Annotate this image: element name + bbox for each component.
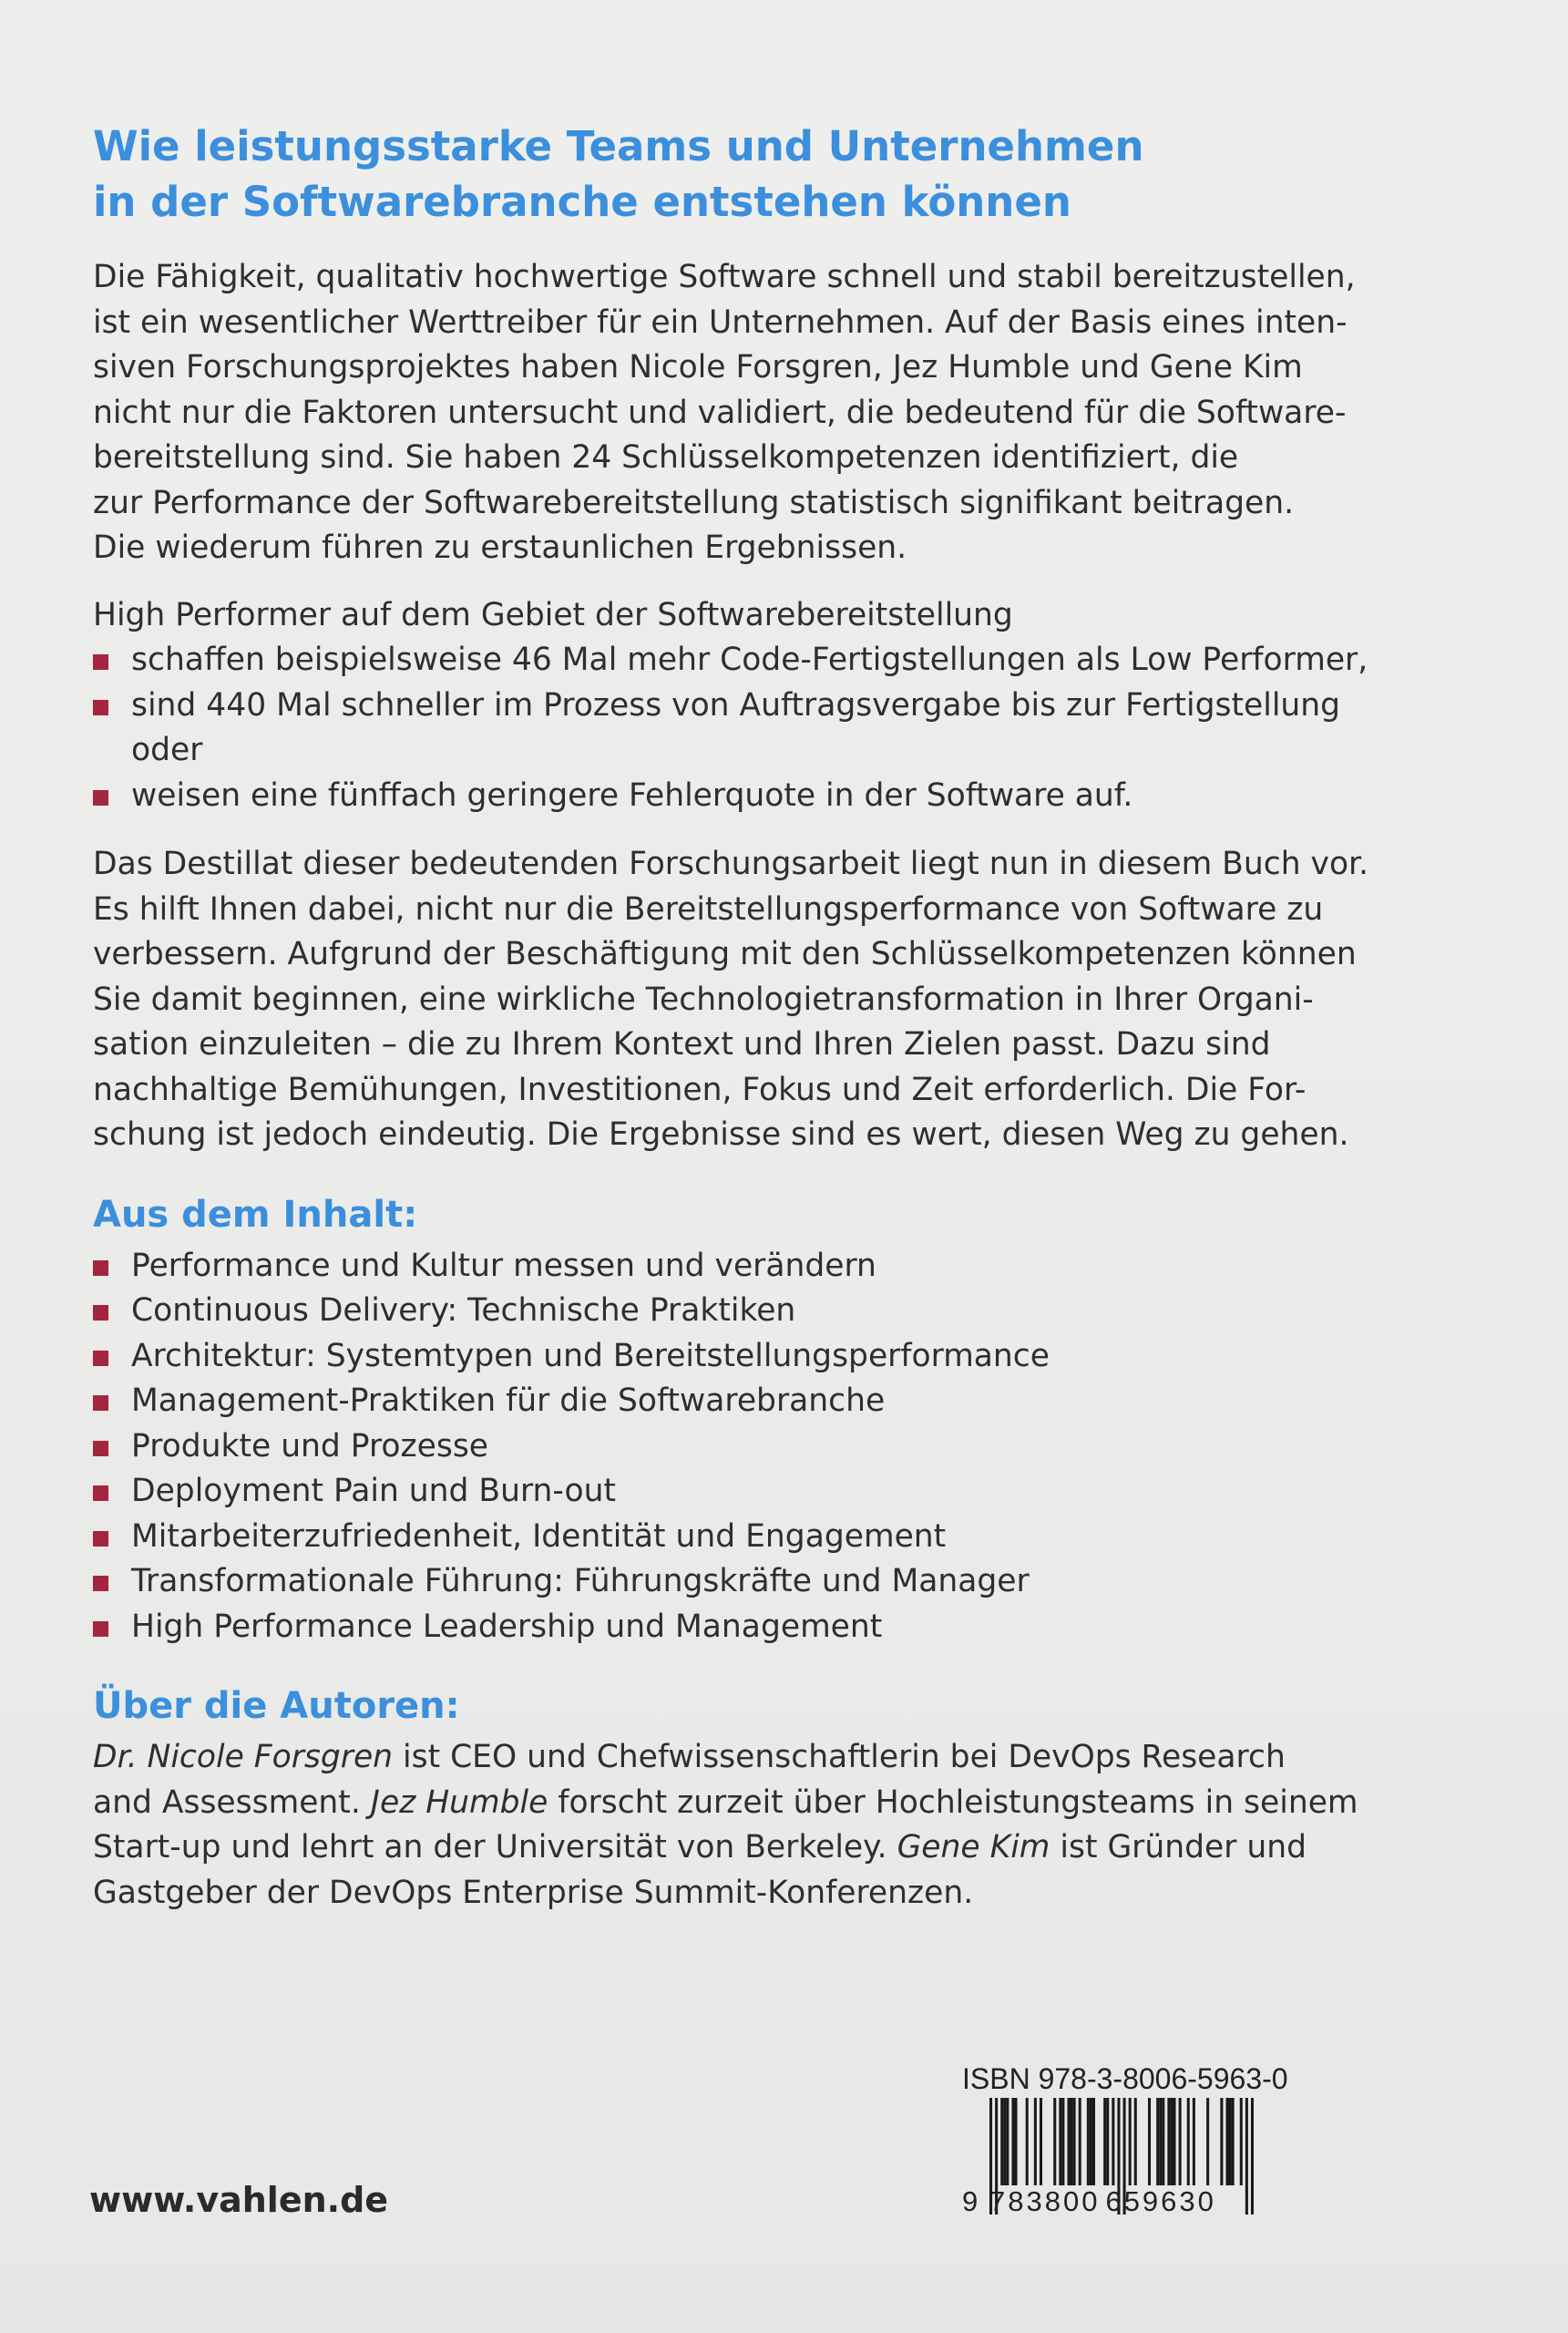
- contents-item: Management-Praktiken für die Softwarebranche: [93, 1379, 1405, 1424]
- cover-text-block: [93, 118, 1405, 1916]
- publisher-url: www.vahlen.de: [89, 2180, 389, 2220]
- contents-item: Performance und Kultur messen und verändern: [93, 1244, 1405, 1290]
- barcode-bar: [1245, 2098, 1248, 2215]
- list-item: [93, 638, 1405, 683]
- barcode-bar: [1026, 2098, 1029, 2185]
- main-title: [93, 118, 1405, 230]
- list-item-text: weisen eine fünffach geringere Fehlerquote in der Software auf.: [131, 776, 1133, 814]
- barcode-bar: [1129, 2098, 1132, 2185]
- barcode-bar: [1103, 2098, 1106, 2185]
- summary-line: Sie damit beginnen, eine wirkliche Technologietransformation in Ihrer Organi-: [93, 981, 1314, 1018]
- barcode-bar: [1034, 2098, 1037, 2185]
- contents-item: Continuous Delivery: Technische Praktiken: [93, 1289, 1405, 1334]
- contents-item: High Performance Leadership und Management: [93, 1605, 1405, 1650]
- summary-line: nachhaltige Bemühungen, Investitionen, Fokus und Zeit erforderlich. Die For-: [93, 1071, 1307, 1108]
- barcode-bar: [1112, 2098, 1114, 2185]
- authors-heading: Über die Autoren:: [93, 1685, 460, 1727]
- barcode-bar: [1073, 2098, 1076, 2185]
- barcode-bar: [1179, 2098, 1182, 2185]
- barcode-bar: [1206, 2098, 1209, 2185]
- barcode-bar: [1087, 2098, 1090, 2185]
- author-name: Dr. Nicole Forsgren: [93, 1739, 394, 1775]
- barcode-bar: [1006, 2098, 1009, 2185]
- barcode-bar: [1232, 2098, 1235, 2185]
- authors-line: [93, 1735, 1405, 1781]
- barcode-bar: [1000, 2098, 1003, 2185]
- summary-line: Es hilft Ihnen dabei, nicht nur die Bereitstellungsperformance von Software zu: [93, 890, 1324, 928]
- barcode-bar: [1229, 2098, 1232, 2185]
- authors-line: [93, 1781, 1405, 1826]
- barcode-bar: [1003, 2098, 1006, 2185]
- authors-text: forscht zurzeit über Hochleistungsteams in seinem: [548, 1783, 1358, 1821]
- barcode-bar: [1067, 2098, 1070, 2185]
- barcode-bar: [1251, 2098, 1254, 2215]
- authors-text: ist CEO und Chefwissenschaftlerin bei DevOps Research: [393, 1739, 1286, 1775]
- intro-paragraph: [93, 255, 1405, 571]
- title-line: in der Softwarebranche entstehen können: [93, 178, 1071, 226]
- authors-text: ist Gründer und: [1050, 1829, 1307, 1865]
- contents-item: Produkte und Prozesse: [93, 1424, 1405, 1470]
- barcode-bar: [1159, 2098, 1162, 2185]
- contents-item: Architektur: Systemtypen und Bereitstellungsperformance: [93, 1334, 1405, 1380]
- barcode-bar: [1134, 2098, 1137, 2185]
- barcode-bar: [1170, 2098, 1173, 2185]
- author-name: Jez Humble: [370, 1783, 548, 1821]
- contents-list: [93, 1244, 1405, 1650]
- intro-line: Die Fähigkeit, qualitativ hochwertige Software schnell und stabil bereitzustellen,: [93, 259, 1356, 295]
- barcode-bar: [1090, 2098, 1092, 2185]
- barcode-bar: [1040, 2098, 1042, 2185]
- list-item-text: sind 440 Mal schneller im Prozess von Auftragsvergabe bis zur Fertigstellung: [131, 686, 1341, 724]
- barcode-bar: [1059, 2098, 1061, 2185]
- authors-text: and Assessment.: [93, 1783, 371, 1821]
- barcode-bar: [1187, 2098, 1190, 2185]
- summary-paragraph: [93, 842, 1405, 1158]
- barcode-bar: [1162, 2098, 1164, 2185]
- title-line: Wie leistungsstarke Teams und Unternehmen: [93, 122, 1144, 170]
- authors-line: [93, 1871, 1405, 1917]
- barcode-bar: [1167, 2098, 1170, 2185]
- authors-text: Gastgeber der DevOps Enterprise Summit-Konferenzen.: [93, 1874, 974, 1911]
- intro-line: zur Performance der Softwarebereitstellung statistisch signifikant beitragen.: [93, 484, 1295, 521]
- barcode-bar: [1148, 2098, 1151, 2185]
- contents-item: Deployment Pain und Burn-out: [93, 1469, 1405, 1515]
- high-performer-list: [93, 638, 1405, 818]
- barcode-digits-right: 659630: [1105, 2185, 1216, 2217]
- list-item: [93, 683, 1405, 774]
- list-item-text: schaffen beispielsweise 46 Mal mehr Code-Fertigstellungen als Low Performer,: [131, 642, 1368, 678]
- barcode-bar: [1079, 2098, 1081, 2185]
- authors-line: [93, 1825, 1405, 1871]
- intro-line: siven Forschungsprojektes haben Nicole Forsgren, Jez Humble und Gene Kim: [93, 349, 1303, 385]
- intro-line: ist ein wesentlicher Werttreiber für ein Unternehmen. Auf der Basis eines inten-: [93, 303, 1348, 341]
- barcode-digits-left: 783800: [989, 2185, 1101, 2217]
- barcode-bar: [1092, 2098, 1095, 2185]
- contents-item: Transformationale Führung: Führungskräfte und Manager: [93, 1559, 1405, 1605]
- barcode-bar: [1014, 2098, 1017, 2185]
- barcode-bar: [1173, 2098, 1175, 2185]
- list-item-text: oder: [131, 732, 203, 768]
- authors-text: Start-up und lehrt an der Universität von Berkeley.: [93, 1829, 897, 1865]
- barcode-bar: [1240, 2098, 1243, 2185]
- isbn-label: ISBN 978-3-8006-5963-0: [962, 2062, 1288, 2095]
- authors-paragraph: [93, 1735, 1405, 1916]
- barcode-bar: [1106, 2098, 1109, 2185]
- barcode-bar: [1193, 2098, 1195, 2185]
- barcode-digits: [962, 2184, 1216, 2220]
- summary-line: Das Destillat dieser bedeutenden Forschungsarbeit liegt nun in diesem Buch vor.: [93, 846, 1369, 882]
- contents-heading: Aus dem Inhalt:: [93, 1193, 418, 1236]
- intro-line: bereitstellung sind. Sie haben 24 Schlüsselkompetenzen identifiziert, die: [93, 439, 1239, 476]
- contents-item: Mitarbeiterzufriedenheit, Identität und Engagement: [93, 1515, 1405, 1560]
- summary-line: sation einzuleiten – die zu Ihrem Kontext und Ihren Zielen passt. Dazu sind: [93, 1026, 1271, 1063]
- barcode-bar: [1011, 2098, 1014, 2185]
- barcode-bar: [1053, 2098, 1056, 2185]
- barcode-bar: [1225, 2098, 1228, 2185]
- barcode-bar: [1071, 2098, 1073, 2185]
- author-name: Gene Kim: [897, 1829, 1050, 1865]
- summary-line: schung ist jedoch eindeutig. Die Ergebnisse sind es wert, diesen Weg zu gehen.: [93, 1116, 1349, 1153]
- intro-line: Die wiederum führen zu erstaunlichen Ergebnissen.: [93, 529, 907, 566]
- barcode-bar: [1061, 2098, 1064, 2185]
- barcode-digit-first: 9: [962, 2185, 979, 2217]
- high-performer-intro: High Performer auf dem Gebiet der Softwarebereitstellung: [93, 596, 1013, 633]
- barcode-bar: [1220, 2098, 1223, 2185]
- list-item: [93, 774, 1405, 819]
- summary-line: verbessern. Aufgrund der Beschäftigung mit den Schlüsselkompetenzen können: [93, 936, 1357, 972]
- barcode-bar: [1156, 2098, 1159, 2185]
- intro-line: nicht nur die Faktoren untersucht und validiert, die bedeutend für die Software-: [93, 394, 1347, 431]
